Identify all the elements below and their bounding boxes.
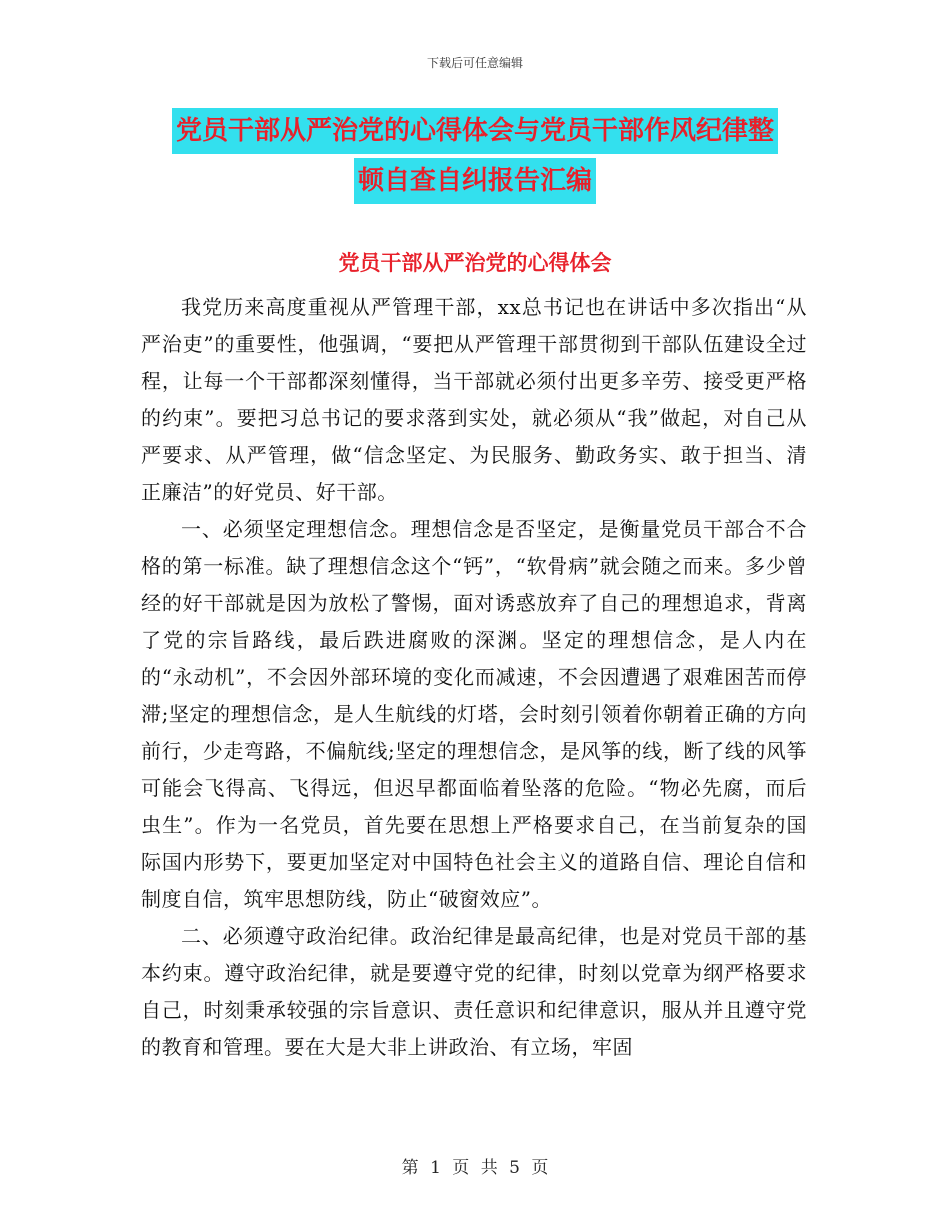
document-title-line-1: 党员干部从严治党的心得体会与党员干部作风纪律整 (172, 108, 778, 154)
header-note: 下载后可任意编辑 (426, 56, 523, 70)
document-title-line-2: 顿自查自纠报告汇编 (354, 158, 596, 204)
body-text (141, 289, 807, 1066)
page-footer: 第 1 页 共 5 页 (401, 1158, 549, 1178)
section-title: 党员干部从严治党的心得体会 (338, 251, 612, 275)
document-title (0, 108, 950, 204)
paragraph-intro: 我党历来高度重视从严管理干部，xx总书记也在讲话中多次指出“从严治吏”的重要性，他强调，“要把从严管理干部贯彻到干部队伍建设全过程，让每一个干部都深刻懂得，当干部就必须付出更多辛劳、接受更严格的约束”。要把习总书记的要求落到实处，就必须从“我”做起，对自己从严要求、从严管理，做“信念坚定、为民服务、勤政务实、敢于担当、清正廉洁”的好党员、好干部。 (141, 295, 807, 504)
paragraph-1: 一、必须坚定理想信念。理想信念是否坚定，是衡量党员干部合不合格的第一标准。缺了理想信念这个“钙”，“软骨病”就会随之而来。多少曾经的好干部就是因为放松了警惕，面对诱惑放弃了自己的理想追求，背离了党的宗旨路线，最后跌进腐败的深渊。坚定的理想信念，是人内在的“永动机”，不会因外部环境的变化而减速，不会因遭遇了艰难困苦而停滞;坚定的理想信念，是人生航线的灯塔，会时刻引领着你朝着正确的方向前行，少走弯路，不偏航线;坚定的理想信念，是风筝的线，断了线的风筝可能会飞得高、飞得远，但迟早都面临着坠落的危险。“物必先腐，而后虫生”。作为一名党员，首先要在思想上严格要求自己，在当前复杂的国际国内形势下，要更加坚定对中国特色社会主义的道路自信、理论自信和制度自信，筑牢思想防线，防止“破窗效应”。 (141, 517, 807, 911)
paragraph-2: 二、必须遵守政治纪律。政治纪律是最高纪律，也是对党员干部的基本约束。遵守政治纪律，就是要遵守党的纪律，时刻以党章为纲严格要求自己，时刻秉承较强的宗旨意识、责任意识和纪律意识，服从并且遵守党的教育和管理。要在大是大非上讲政治、有立场，牢固 (141, 924, 807, 1059)
